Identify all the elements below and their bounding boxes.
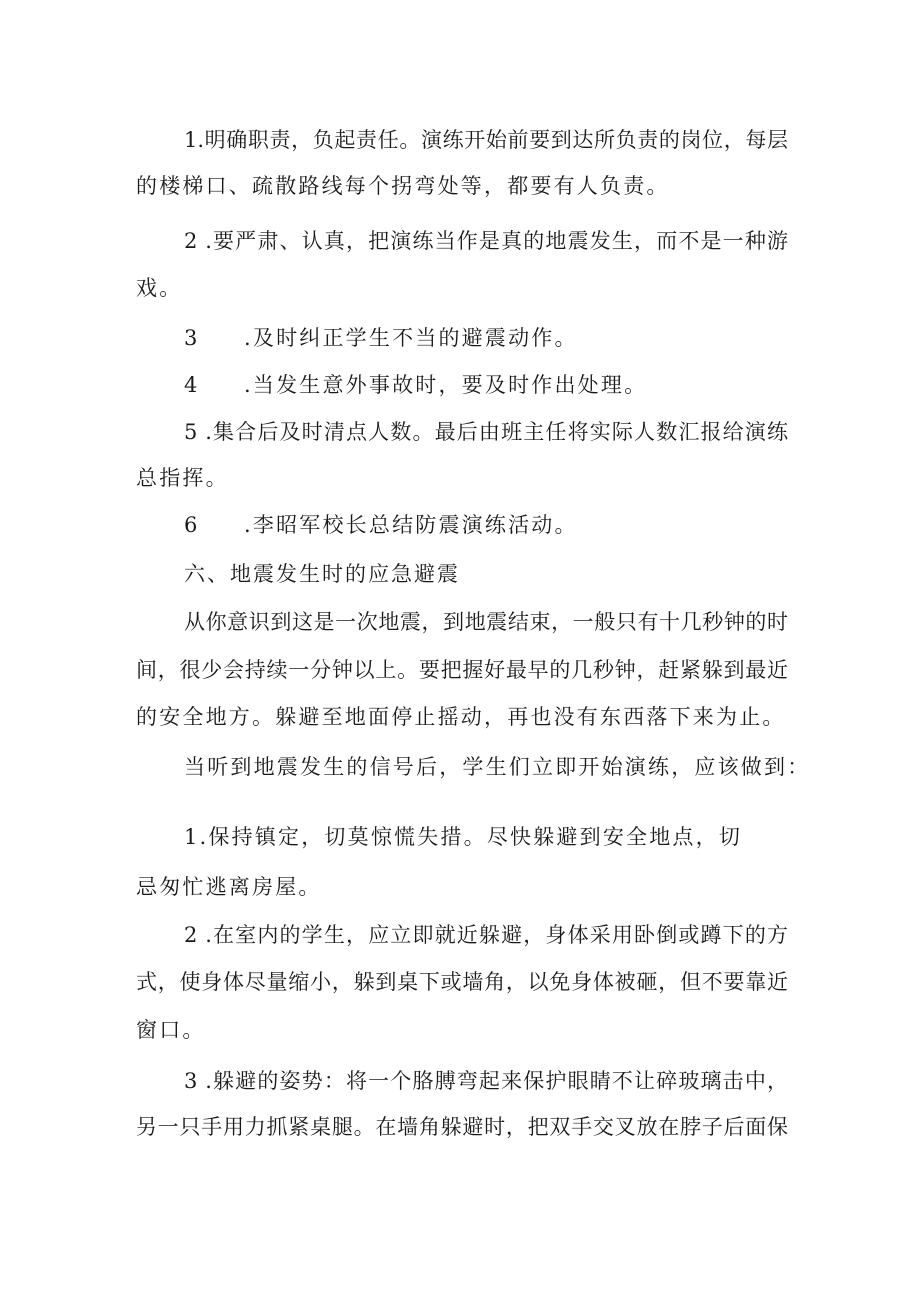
list2-item1-line1: 1.保持镇定，切莫惊慌失措。尽快躲避到安全地点，切 <box>184 825 743 849</box>
para1-line1: 从你意识到这是一次地震，到地震结束，一般只有十几秒钟的时 <box>184 610 788 634</box>
list1-item1-line2: 的楼梯口、疏散路线每个拐弯处等，都要有人负责。 <box>136 174 670 198</box>
list1-item1-line1: 1.明确职责，负起责任。演练开始前要到达所负责的岗位，每层 <box>184 128 788 152</box>
list2-item2-line1: 2 .在室内的学生，应立即就近躲避，身体采用卧倒或蹲下的方 <box>184 923 788 947</box>
list1-item6-number: 6 <box>184 513 200 537</box>
list1-item5-line2: 总指挥。 <box>136 466 229 490</box>
list2-item2-line2: 式，使身体尽量缩小，躲到桌下或墙角，以免身体被砸，但不要靠近 <box>136 970 788 994</box>
list1-item2-line1: 2 .要严肃、认真，把演练当作是真的地震发生，而不是一种游 <box>184 229 788 253</box>
section-heading: 六、地震发生时的应急避震 <box>184 562 460 586</box>
list2-item1-line2: 忌匆忙逃离房屋。 <box>136 875 322 899</box>
list2-item3-line2: 另一只手用力抓紧桌腿。在墙角躲避时，把双手交叉放在脖子后面保 <box>136 1115 788 1139</box>
para1-line2: 间，很少会持续一分钟以上。要把握好最早的几秒钟，赶紧躲到最近 <box>136 658 788 682</box>
list1-item3-number: 3 <box>184 326 200 350</box>
para2: 当听到地震发生的信号后，学生们立即开始演练，应该做到： <box>184 755 811 779</box>
list1-item2-line2: 戏。 <box>136 276 183 300</box>
list1-item6-text: .李昭军校长总结防震演练活动。 <box>244 513 578 537</box>
list1-item4-text: .当发生意外事故时，要及时作出处理。 <box>244 373 648 397</box>
list1-item4-number: 4 <box>184 373 200 397</box>
para1-line3: 的安全地方。躲避至地面停止摇动，再也没有东西落下来为止。 <box>136 705 786 729</box>
list1-item3-text: .及时纠正学生不当的避震动作。 <box>244 326 578 350</box>
list2-item2-line3: 窗口。 <box>136 1018 206 1042</box>
list2-item3-line1: 3 .躲避的姿势：将一个胳膊弯起来保护眼睛不让碎玻璃击中， <box>184 1069 788 1093</box>
list1-item5-line1: 5 .集合后及时清点人数。最后由班主任将实际人数汇报给演练 <box>184 420 788 444</box>
